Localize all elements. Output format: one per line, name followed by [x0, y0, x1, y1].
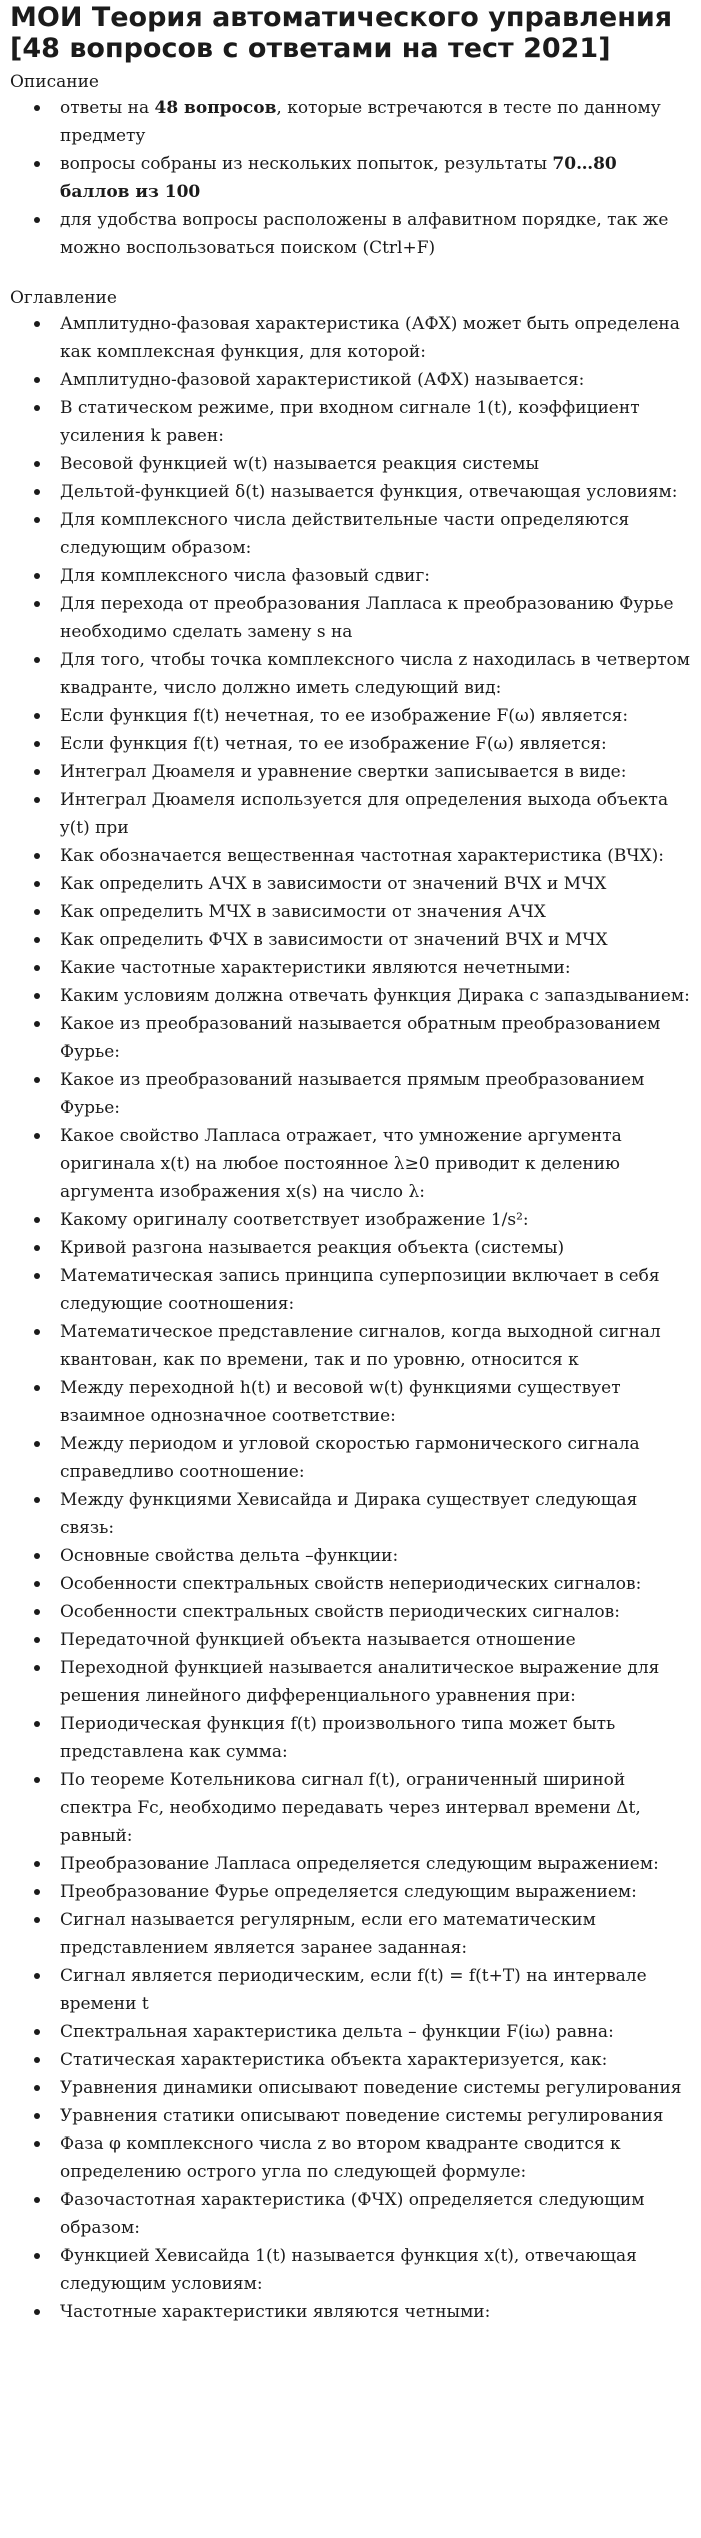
toc-item[interactable]: Спектральная характеристика дельта – функции F(iω) равна: — [28, 2018, 691, 2046]
toc-item[interactable]: Преобразование Фурье определяется следующим выражением: — [28, 1878, 691, 1906]
toc-item[interactable]: Уравнения динамики описывают поведение системы регулирования — [28, 2074, 691, 2102]
toc-item[interactable]: Каким условиям должна отвечать функция Дирака с запаздыванием: — [28, 982, 691, 1010]
toc-item[interactable]: Особенности спектральных свойств непериодических сигналов: — [28, 1570, 691, 1598]
toc-item[interactable]: Для того, чтобы точка комплексного числа z находилась в четвертом квадранте, число должно иметь следующий вид: — [28, 646, 691, 702]
description-section — [10, 70, 691, 262]
toc-item[interactable]: Уравнения статики описывают поведение системы регулирования — [28, 2102, 691, 2130]
toc-item[interactable]: Преобразование Лапласа определяется следующим выражением: — [28, 1850, 691, 1878]
toc-item[interactable]: Как определить МЧХ в зависимости от значения АЧХ — [28, 898, 691, 926]
toc-item[interactable]: Переходной функцией называется аналитическое выражение для решения линейного дифференциального уравнения при: — [28, 1654, 691, 1710]
description-list — [10, 94, 691, 262]
toc-item[interactable]: Как определить ФЧХ в зависимости от значений ВЧХ и МЧХ — [28, 926, 691, 954]
toc-item[interactable]: Для комплексного числа действительные части определяются следующим образом: — [28, 506, 691, 562]
toc-item[interactable]: Особенности спектральных свойств периодических сигналов: — [28, 1598, 691, 1626]
toc-item[interactable]: По теореме Котельникова сигнал f(t), ограниченный шириной спектра Fc, необходимо передавать через интервал времени Δt, равный: — [28, 1766, 691, 1850]
toc-item[interactable]: Амплитудно-фазовая характеристика (АФХ) может быть определена как комплексная функция, для которой: — [28, 310, 691, 366]
toc-item[interactable]: Периодическая функция f(t) произвольного типа может быть представлена как сумма: — [28, 1710, 691, 1766]
toc-heading: Оглавление — [10, 288, 117, 308]
toc-item[interactable]: Между функциями Хевисайда и Дирака существует следующая связь: — [28, 1486, 691, 1542]
toc-item[interactable]: Какое из преобразований называется обратным преобразованием Фурье: — [28, 1010, 691, 1066]
description-item — [28, 150, 691, 206]
toc-item[interactable]: Фаза φ комплексного числа z во втором квадранте сводится к определению острого угла по следующей формуле: — [28, 2130, 691, 2186]
toc-item[interactable]: Между периодом и угловой скоростью гармонического сигнала справедливо соотношение: — [28, 1430, 691, 1486]
toc-item[interactable]: Весовой функцией w(t) называется реакция системы — [28, 450, 691, 478]
toc-item[interactable]: Амплитудно-фазовой характеристикой (АФХ) называется: — [28, 366, 691, 394]
toc-item[interactable]: Математическое представление сигналов, когда выходной сигнал квантован, как по времени, так и по уровню, относится к — [28, 1318, 691, 1374]
toc-item[interactable]: Интеграл Дюамеля и уравнение свертки записывается в виде: — [28, 758, 691, 786]
toc-item[interactable]: Если функция f(t) нечетная, то ее изображение F(ω) является: — [28, 702, 691, 730]
toc-item[interactable]: В статическом режиме, при входном сигнале 1(t), коэффициент усиления k равен: — [28, 394, 691, 450]
toc-item[interactable]: Сигнал является периодическим, если f(t) = f(t+T) на интервале времени t — [28, 1962, 691, 2018]
toc-item[interactable]: Какому оригиналу соответствует изображение 1/s²: — [28, 1206, 691, 1234]
toc-item[interactable]: Между переходной h(t) и весовой w(t) функциями существует взаимное однозначное соответствие: — [28, 1374, 691, 1430]
toc-item[interactable]: Передаточной функцией объекта называется отношение — [28, 1626, 691, 1654]
page-title: МОИ Теория автоматического управления [48 вопросов с ответами на тест 2021] — [10, 2, 673, 64]
toc-item[interactable]: Дельтой-функцией δ(t) называется функция, отвечающая условиям: — [28, 478, 691, 506]
toc-list — [10, 310, 691, 2326]
toc-item[interactable]: Кривой разгона называется реакция объекта (системы) — [28, 1234, 691, 1262]
toc-item[interactable]: Если функция f(t) четная, то ее изображение F(ω) является: — [28, 730, 691, 758]
toc-item[interactable]: Фазочастотная характеристика (ФЧХ) определяется следующим образом: — [28, 2186, 691, 2242]
toc-item[interactable]: Основные свойства дельта –функции: — [28, 1542, 691, 1570]
description-item — [28, 206, 691, 262]
toc-item[interactable]: Для перехода от преобразования Лапласа к преобразованию Фурье необходимо сделать замену s на — [28, 590, 691, 646]
toc-item[interactable]: Как обозначается вещественная частотная характеристика (ВЧХ): — [28, 842, 691, 870]
toc-item[interactable]: Интеграл Дюамеля используется для определения выхода объекта y(t) при — [28, 786, 691, 842]
toc-item[interactable]: Как определить АЧХ в зависимости от значений ВЧХ и МЧХ — [28, 870, 691, 898]
description-item — [28, 94, 691, 150]
toc-item[interactable]: Частотные характеристики являются четными: — [28, 2298, 691, 2326]
description-item-text: ответы на — [60, 98, 155, 118]
toc-item[interactable]: Какое из преобразований называется прямым преобразованием Фурье: — [28, 1066, 691, 1122]
description-item-text: для удобства вопросы расположены в алфавитном порядке, так же можно воспользоваться поиском (Ctrl+F) — [60, 210, 669, 258]
toc-item[interactable]: Статическая характеристика объекта характеризуется, как: — [28, 2046, 691, 2074]
toc-item[interactable]: Какое свойство Лапласа отражает, что умножение аргумента оригинала x(t) на любое постоянное λ≥0 приводит к делению аргумента изображения x(s) на число λ: — [28, 1122, 691, 1206]
toc-item[interactable]: Для комплексного числа фазовый сдвиг: — [28, 562, 691, 590]
description-item-bold: 48 вопросов — [154, 98, 277, 118]
toc-item[interactable]: Сигнал называется регулярным, если его математическим представлением является заранее заданная: — [28, 1906, 691, 1962]
description-heading: Описание — [10, 72, 99, 92]
description-item-text: вопросы собраны из нескольких попыток, результаты — [60, 154, 553, 174]
toc-section — [10, 286, 691, 2326]
description-item-text: , которые встречаются в тесте по данному предмету — [60, 98, 661, 146]
toc-item[interactable]: Какие частотные характеристики являются нечетными: — [28, 954, 691, 982]
toc-item[interactable]: Математическая запись принципа суперпозиции включает в себя следующие соотношения: — [28, 1262, 691, 1318]
toc-item[interactable]: Функцией Хевисайда 1(t) называется функция x(t), отвечающая следующим условиям: — [28, 2242, 691, 2298]
description-item-bold: 70…80 баллов из 100 — [60, 154, 617, 202]
